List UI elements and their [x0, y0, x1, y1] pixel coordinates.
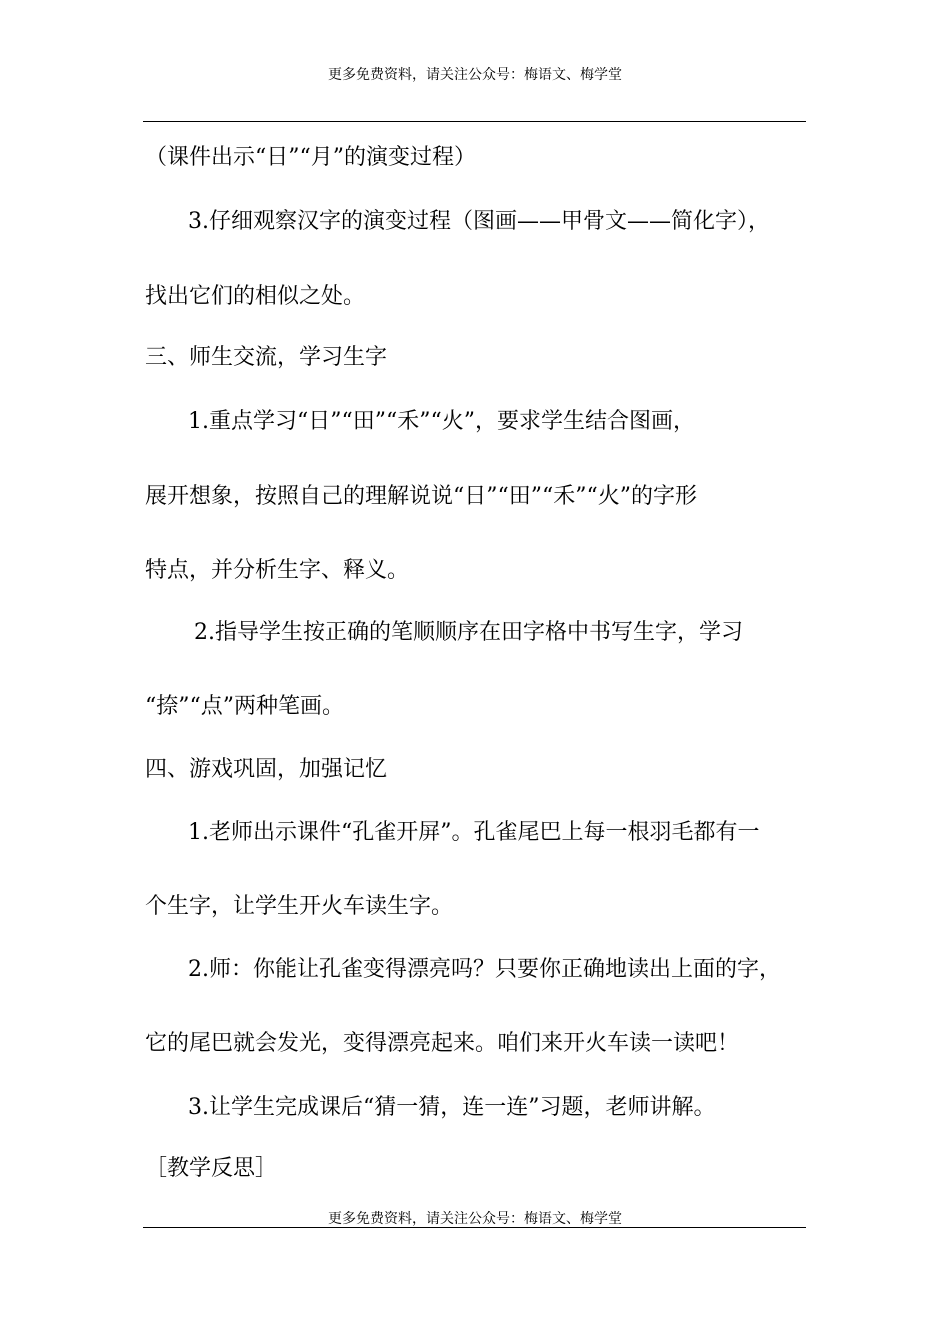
- page-footer: 更多免费资料，请关注公众号：梅语文、梅学堂: [328, 1211, 622, 1227]
- section-heading: ［教学反思］: [145, 1156, 278, 1181]
- body-line: 个生字，让学生开火车读生字。: [145, 894, 454, 919]
- body-line: 2.指导学生按正确的笔顺顺序在田字格中书写生字，学习: [194, 620, 743, 645]
- body-line: 它的尾巴就会发光，变得漂亮起来。咱们来开火车读一读吧！: [145, 1031, 740, 1056]
- page-header: 更多免费资料，请关注公众号：梅语文、梅学堂: [328, 67, 622, 83]
- section-heading: 三、师生交流，学习生字: [145, 345, 388, 370]
- header-rule: [143, 121, 806, 122]
- section-heading: 四、游戏巩固，加强记忆: [145, 757, 388, 782]
- body-line: 1.重点学习“日”“田”“禾”“火”，要求学生结合图画，: [188, 409, 695, 434]
- body-line: 找出它们的相似之处。: [145, 284, 366, 309]
- body-line: 展开想象，按照自己的理解说说“日”“田”“禾”“火”的字形: [145, 484, 697, 509]
- body-line: 3.让学生完成课后“猜一猜，连一连”习题，老师讲解。: [188, 1095, 716, 1120]
- body-line: 3.仔细观察汉字的演变过程（图画——甲骨文——简化字），: [188, 209, 770, 234]
- body-line: “捺”“点”两种笔画。: [145, 694, 344, 719]
- footer-rule: [143, 1227, 806, 1228]
- body-line: 1.老师出示课件“孔雀开屏”。孔雀尾巴上每一根羽毛都有一: [188, 820, 760, 845]
- body-line: 2.师：你能让孔雀变得漂亮吗？只要你正确地读出上面的字，: [188, 957, 781, 982]
- body-line: （课件出示“日”“月”的演变过程）: [145, 145, 476, 170]
- body-line: 特点，并分析生字、释义。: [145, 558, 410, 583]
